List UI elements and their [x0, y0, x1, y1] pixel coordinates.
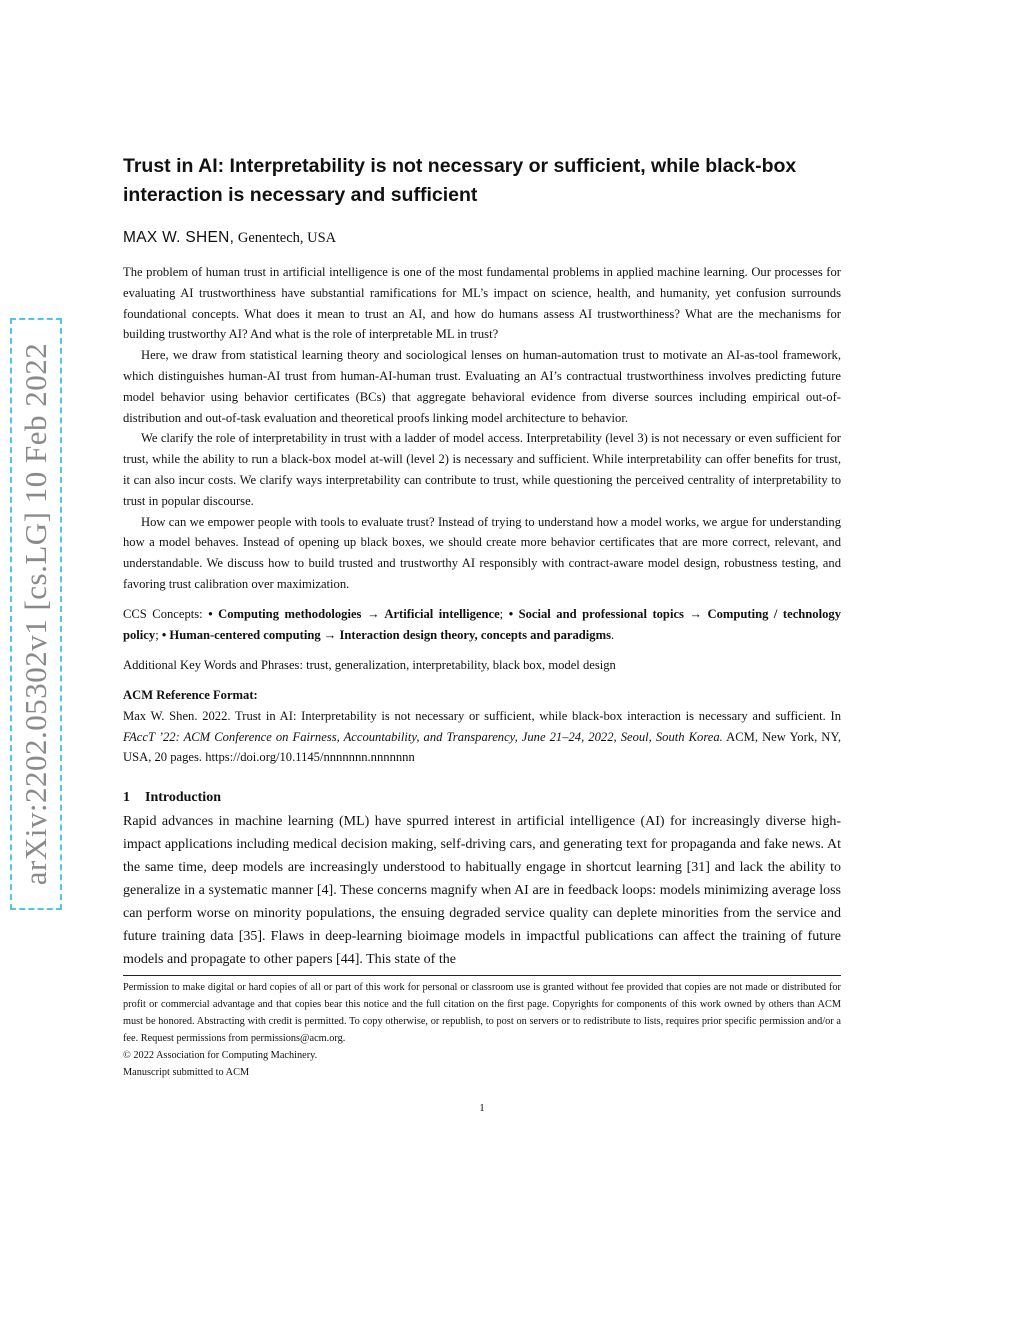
ccs-label: CCS Concepts:	[123, 607, 209, 621]
paper-title: Trust in AI: Interpretability is not necessary or sufficient, while black-box interaction is necessary and sufficient	[123, 155, 797, 206]
acm-reference-venue: FAccT ’22: ACM Conference on Fairness, Accountability, and Transparency, June 21–24, 2022, Seoul, South Korea.	[123, 729, 723, 744]
ccs-concepts	[123, 604, 841, 646]
introduction-paragraph: Rapid advances in machine learning (ML) have spurred interest in artificial intelligence (AI) for increasingly diverse high-impact applications including medical decision making, self-driving cars, and generating text for propaganda and fake news. At the same time, deep models are increasingly understood to habitually engage in shortcut learning [31] and lack the ability to generalize in a systematic manner [4]. These concerns magnify when AI are in feedback loops: models minimizing average loss can perform worse on minority populations, the ensuing degraded service quality can deplete minorities from the service and future training data [35]. Flaws in deep-learning bioimage models in impactful publications can affect the training of future models and propagate to other papers [44]. This state of the	[123, 814, 841, 967]
keywords: Additional Key Words and Phrases: trust, generalization, interpretability, black box, model design	[123, 658, 616, 672]
author-affiliation: Genentech, USA	[234, 230, 337, 246]
abstract-paragraph: The problem of human trust in artificial intelligence is one of the most fundamental problems in applied machine learning. Our processes for evaluating AI trustworthiness have substantial ramifications for ML’s impact on science, health, and humanity, yet confusion surrounds foundational concepts. What does it mean to trust an AI, and how do humans assess AI trustworthiness? What are the mechanisms for building trustworthy AI? And what is the role of interpretable ML in trust?	[123, 265, 841, 342]
author-line	[123, 228, 841, 248]
ccs-separator: ;	[155, 627, 162, 642]
permission-notice: Permission to make digital or hard copies of all or part of this work for personal or classroom use is granted without fee provided that copies are not made or distributed for profit or commercial advantage and that copies bear this notice and the full citation on the first page. Copyrights for components of this work owned by others than ACM must be honored. Abstracting with credit is permitted. To copy otherwise, or republish, to post on servers or to redistribute to lists, requires prior specific permission and/or a fee. Request permissions from permissions@acm.org.	[123, 982, 841, 1044]
abstract	[123, 262, 841, 595]
ccs-concept-2: • Social and professional topics → Computing / technology policy	[123, 607, 841, 642]
page-number: 1	[479, 1102, 485, 1114]
ccs-concept-1: • Computing methodologies → Artificial intelligence	[208, 607, 500, 621]
manuscript-notice: Manuscript submitted to ACM	[123, 1067, 250, 1078]
arxiv-identifier: arXiv:2202.05302v1 [cs.LG] 10 Feb 2022	[18, 342, 53, 886]
acm-reference-text: Max W. Shen. 2022. Trust in AI: Interpretability is not necessary or sufficient, while black-box interaction is necessary and sufficient. In	[123, 708, 841, 723]
section-title: Introduction	[145, 790, 221, 805]
acm-reference-label: ACM Reference Format:	[123, 688, 258, 702]
acm-reference	[123, 685, 841, 768]
section-heading	[123, 788, 841, 808]
abstract-paragraph: We clarify the role of interpretability in trust with a ladder of model access. Interpretability (level 3) is not necessary or even sufficient for trust, while the ability to run a black-box model at-will (level 2) is necessary and sufficient. While interpretability can offer benefits for trust, it can also incur costs. We clarify ways interpretability can contribute to trust, while questioning the perceived centrality of interpretability to trust in popular discourse.	[123, 431, 841, 508]
abstract-paragraph: Here, we draw from statistical learning theory and sociological lenses on human-automation trust to motivate an AI-as-tool framework, which distinguishes human-AI trust from human-AI-human trust. Evaluating an AI’s contractual trustworthiness involves predicting future model behavior using behavior certificates (BCs) that aggregate behavioral evidence from diverse sources including empirical out-of-distribution and out-of-task evaluation and theoretical proofs linking model architecture to behavior.	[123, 348, 841, 425]
arxiv-stamp	[10, 318, 62, 910]
footnote	[123, 979, 841, 1081]
ccs-separator: ;	[499, 607, 509, 621]
acm-reference-text-end: ACM, New York, NY, USA, 20 pages. https://doi.org/10.1145/nnnnnnn.nnnnnnn	[123, 729, 841, 765]
section-number: 1	[123, 790, 130, 805]
ccs-end: .	[611, 627, 615, 642]
abstract-paragraph: How can we empower people with tools to evaluate trust? Instead of trying to understand how a model works, we argue for understanding how a model behaves. Instead of opening up black boxes, we should create more behavior certificates that are more correct, relevant, and understandable. We discuss how to build trusted and trustworthy AI responsibly with contract-aware model design, robustness testing, and favoring trust calibration over maximization.	[123, 514, 841, 591]
copyright-notice: © 2022 Association for Computing Machinery.	[123, 1050, 318, 1061]
ccs-concept-3: • Human-centered computing → Interaction design theory, concepts and paradigms	[161, 627, 611, 642]
footnote-divider	[123, 975, 841, 976]
author-name: MAX W. SHEN,	[123, 229, 235, 246]
